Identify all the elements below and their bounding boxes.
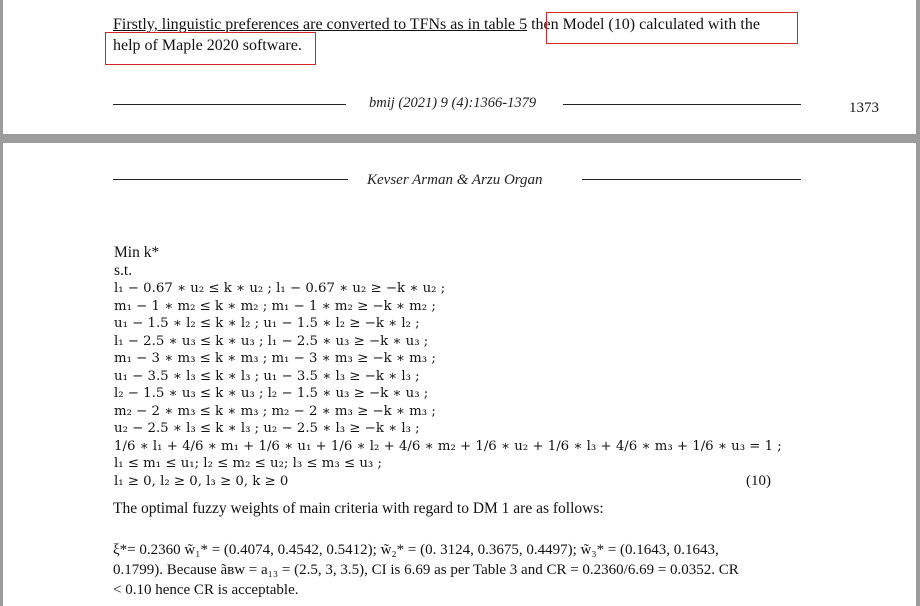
constraint-line: m₁ − 1 ∗ m₂ ≤ k ∗ m₂ ; m₁ − 1 ∗ m₂ ≥ −k ∗ m₂ ;: [114, 298, 436, 314]
constraint-line: l₁ ≤ m₁ ≤ u₁; l₂ ≤ m₂ ≤ u₂; l₃ ≤ m₃ ≤ u₃ ;: [114, 456, 382, 471]
constraint-line: l₂ − 1.5 ∗ u₃ ≤ k ∗ u₃ ; l₂ − 1.5 ∗ u₃ ≥ −k ∗ u₃ ;: [114, 386, 429, 401]
results-line-3: < 0.10 hence CR is acceptable.: [113, 582, 299, 598]
optimization-model: [114, 244, 782, 490]
header-rule-right: [582, 179, 801, 180]
constraint-line: u₁ − 1.5 ∗ l₂ ≤ k ∗ l₂ ; u₁ − 1.5 ∗ l₂ ≥ −k ∗ l₂ ;: [114, 316, 420, 331]
constraint-line: l₁ − 0.67 ∗ u₂ ≤ k ∗ u₂ ; l₁ − 0.67 ∗ u₂ ≥ −k ∗ u₂ ;: [114, 281, 446, 296]
footer-rule-right: [563, 104, 801, 105]
results-line-2: 0.1799). Because ãʙᴡ = a₁₃ = (2.5, 3, 3.5), CI is 6.69 as per Table 3 and CR = 0.2360/6.69 = 0.0352. CR: [113, 562, 739, 578]
constraint-line: u₂ − 2.5 ∗ l₃ ≤ k ∗ l₃ ; u₂ − 2.5 ∗ l₃ ≥ −k ∗ l₃ ;: [114, 421, 420, 436]
model-subject-to: s.t.: [114, 262, 133, 279]
highlight-box-1: [546, 12, 798, 44]
page-number: 1373: [849, 100, 879, 116]
underlined-text: Firstly, linguistic preferences are converted to TFNs as in table 5: [113, 16, 528, 33]
highlighted-text-2: help of Maple 2020 software.: [113, 37, 302, 54]
footer-journal: bmij (2021) 9 (4):1366-1379: [369, 95, 537, 111]
model-objective: Min k*: [114, 244, 160, 261]
constraint-line: 1/6 ∗ l₁ + 4/6 ∗ m₁ + 1/6 ∗ u₁ + 1/6 ∗ l₂ + 4/6 ∗ m₂ + 1/6 ∗ u₂ + 1/6 ∗ l₃ + 4/6 ∗ m₃ + 1/6 ∗ u₃ = 1 ;: [114, 438, 782, 454]
footer-rule-left: [113, 104, 346, 105]
constraint-list: [114, 280, 782, 490]
results-intro: The optimal fuzzy weights of main criteria with regard to DM 1 are as follows:: [113, 500, 604, 517]
constraint-line: l₁ − 2.5 ∗ u₃ ≤ k ∗ u₃ ; l₁ − 2.5 ∗ u₃ ≥ −k ∗ u₃ ;: [114, 333, 429, 349]
equation-label: (10): [746, 473, 771, 489]
constraint-line: l₁ ≥ 0, l₂ ≥ 0, l₃ ≥ 0, k ≥ 0: [114, 473, 289, 489]
constraint-line: m₂ − 2 ∗ m₃ ≤ k ∗ m₃ ; m₂ − 2 ∗ m₃ ≥ −k ∗ m₃ ;: [114, 403, 436, 419]
constraint-line: u₁ − 3.5 ∗ l₃ ≤ k ∗ l₃ ; u₁ − 3.5 ∗ l₃ ≥ −k ∗ l₃ ;: [114, 368, 420, 384]
document-page-1: [3, 0, 916, 134]
header-rule-left: [113, 179, 348, 180]
highlight-box-2: [105, 32, 316, 65]
constraint-line: m₁ − 3 ∗ m₃ ≤ k ∗ m₃ ; m₁ − 3 ∗ m₃ ≥ −k ∗ m₃ ;: [114, 351, 436, 366]
header-authors: Kevser Arman & Arzu Organ: [367, 172, 543, 188]
results-line-1: ξ*= 0.2360 w̃₁* = (0.4074, 0.4542, 0.5412); w̃₂* = (0. 3124, 0.3675, 0.4497); w̃₃* = (0.1643, 0.1643,: [113, 542, 719, 558]
highlighted-text-1: then Model (10) calculated with the: [531, 16, 760, 33]
